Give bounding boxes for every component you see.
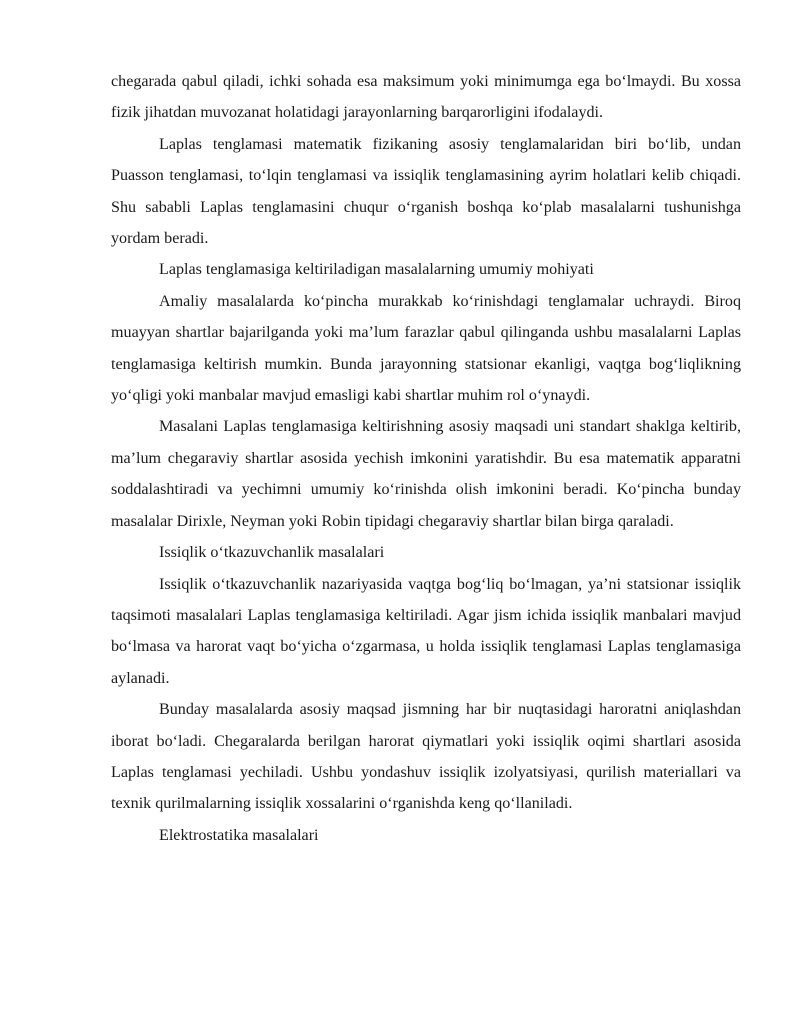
document-body [111,66,741,851]
section-heading-general: Laplas tenglamasiga keltiriladigan masalalarning umumiy mohiyati [159,261,594,279]
paragraph-laplas-intro: Laplas tenglamasi matematik fizikaning asosiy tenglamalaridan biri bo‘lib, undan Puasson tenglamasi, to‘lqin tenglamasi va issiqlik tenglamasining ayrim holatlari kelib chiqadi. Shu sababli Laplas tenglamasini chuqur o‘rganish boshqa ko‘plab masalalarni tushunishga yordam beradi. [111,135,741,248]
paragraph-applied-problems: Amaliy masalalarda ko‘pincha murakkab ko‘rinishdagi tenglamalar uchraydi. Biroq muayyan shartlar bajarilganda yoki ma’lum farazlar qabul qilinganda ushbu masalalarni Laplas tenglamasiga keltirish mumkin. Bunda jarayonning statsionar ekanligi, vaqtga bog‘liqlikning yo‘qligi yoki manbalar mavjud emasligi kabi shartlar muhim rol o‘ynaydi. [111,292,741,405]
section-heading-heat: Issiqlik o‘tkazuvchanlik masalalari [159,544,385,562]
paragraph-continuation: chegarada qabul qiladi, ichki sohada esa maksimum yoki minimumga ega bo‘lmaydi. Bu xossa fizik jihatdan muvozanat holatidagi jarayonlarning barqarorligini ifodalaydi. [111,73,741,122]
paragraph-heat-goal: Bunday masalalarda asosiy maqsad jismning har bir nuqtasidagi haroratni aniqlashdan iborat bo‘ladi. Chegaralarda berilgan harorat qiymatlari yoki issiqlik oqimi shartlari asosida Laplas tenglamasi yechiladi. Ushbu yondashuv issiqlik izolyatsiyasi, qurilish materiallari va texnik qurilmalarning issiqlik xossalarini o‘rganishda keng qo‘llaniladi. [111,701,741,813]
section-heading-electrostatics: Elektrostatika masalalari [159,826,319,844]
paragraph-heat-stationary: Issiqlik o‘tkazuvchanlik nazariyasida vaqtga bog‘liq bo‘lmagan, ya’ni statsionar issiqlik taqsimoti masalalari Laplas tenglamasiga keltiriladi. Agar jism ichida issiqlik manbalari mavjud bo‘lmasa va harorat vaqt bo‘yicha o‘zgarmasa, u holda issiqlik tenglamasi Laplas tenglamasiga aylanadi. [111,575,741,687]
paragraph-reduction-goal: Masalani Laplas tenglamasiga keltirishning asosiy maqsadi uni standart shaklga keltirib, ma’lum chegaraviy shartlar asosida yechish imkonini yaratishdir. Bu esa matematik apparatni soddalashtiradi va yechimni umumiy ko‘rinishda olish imkonini beradi. Ko‘pincha bunday masalalar Dirixle, Neyman yoki Robin tipidagi chegaraviy shartlar bilan birga qaraladi. [111,418,741,530]
